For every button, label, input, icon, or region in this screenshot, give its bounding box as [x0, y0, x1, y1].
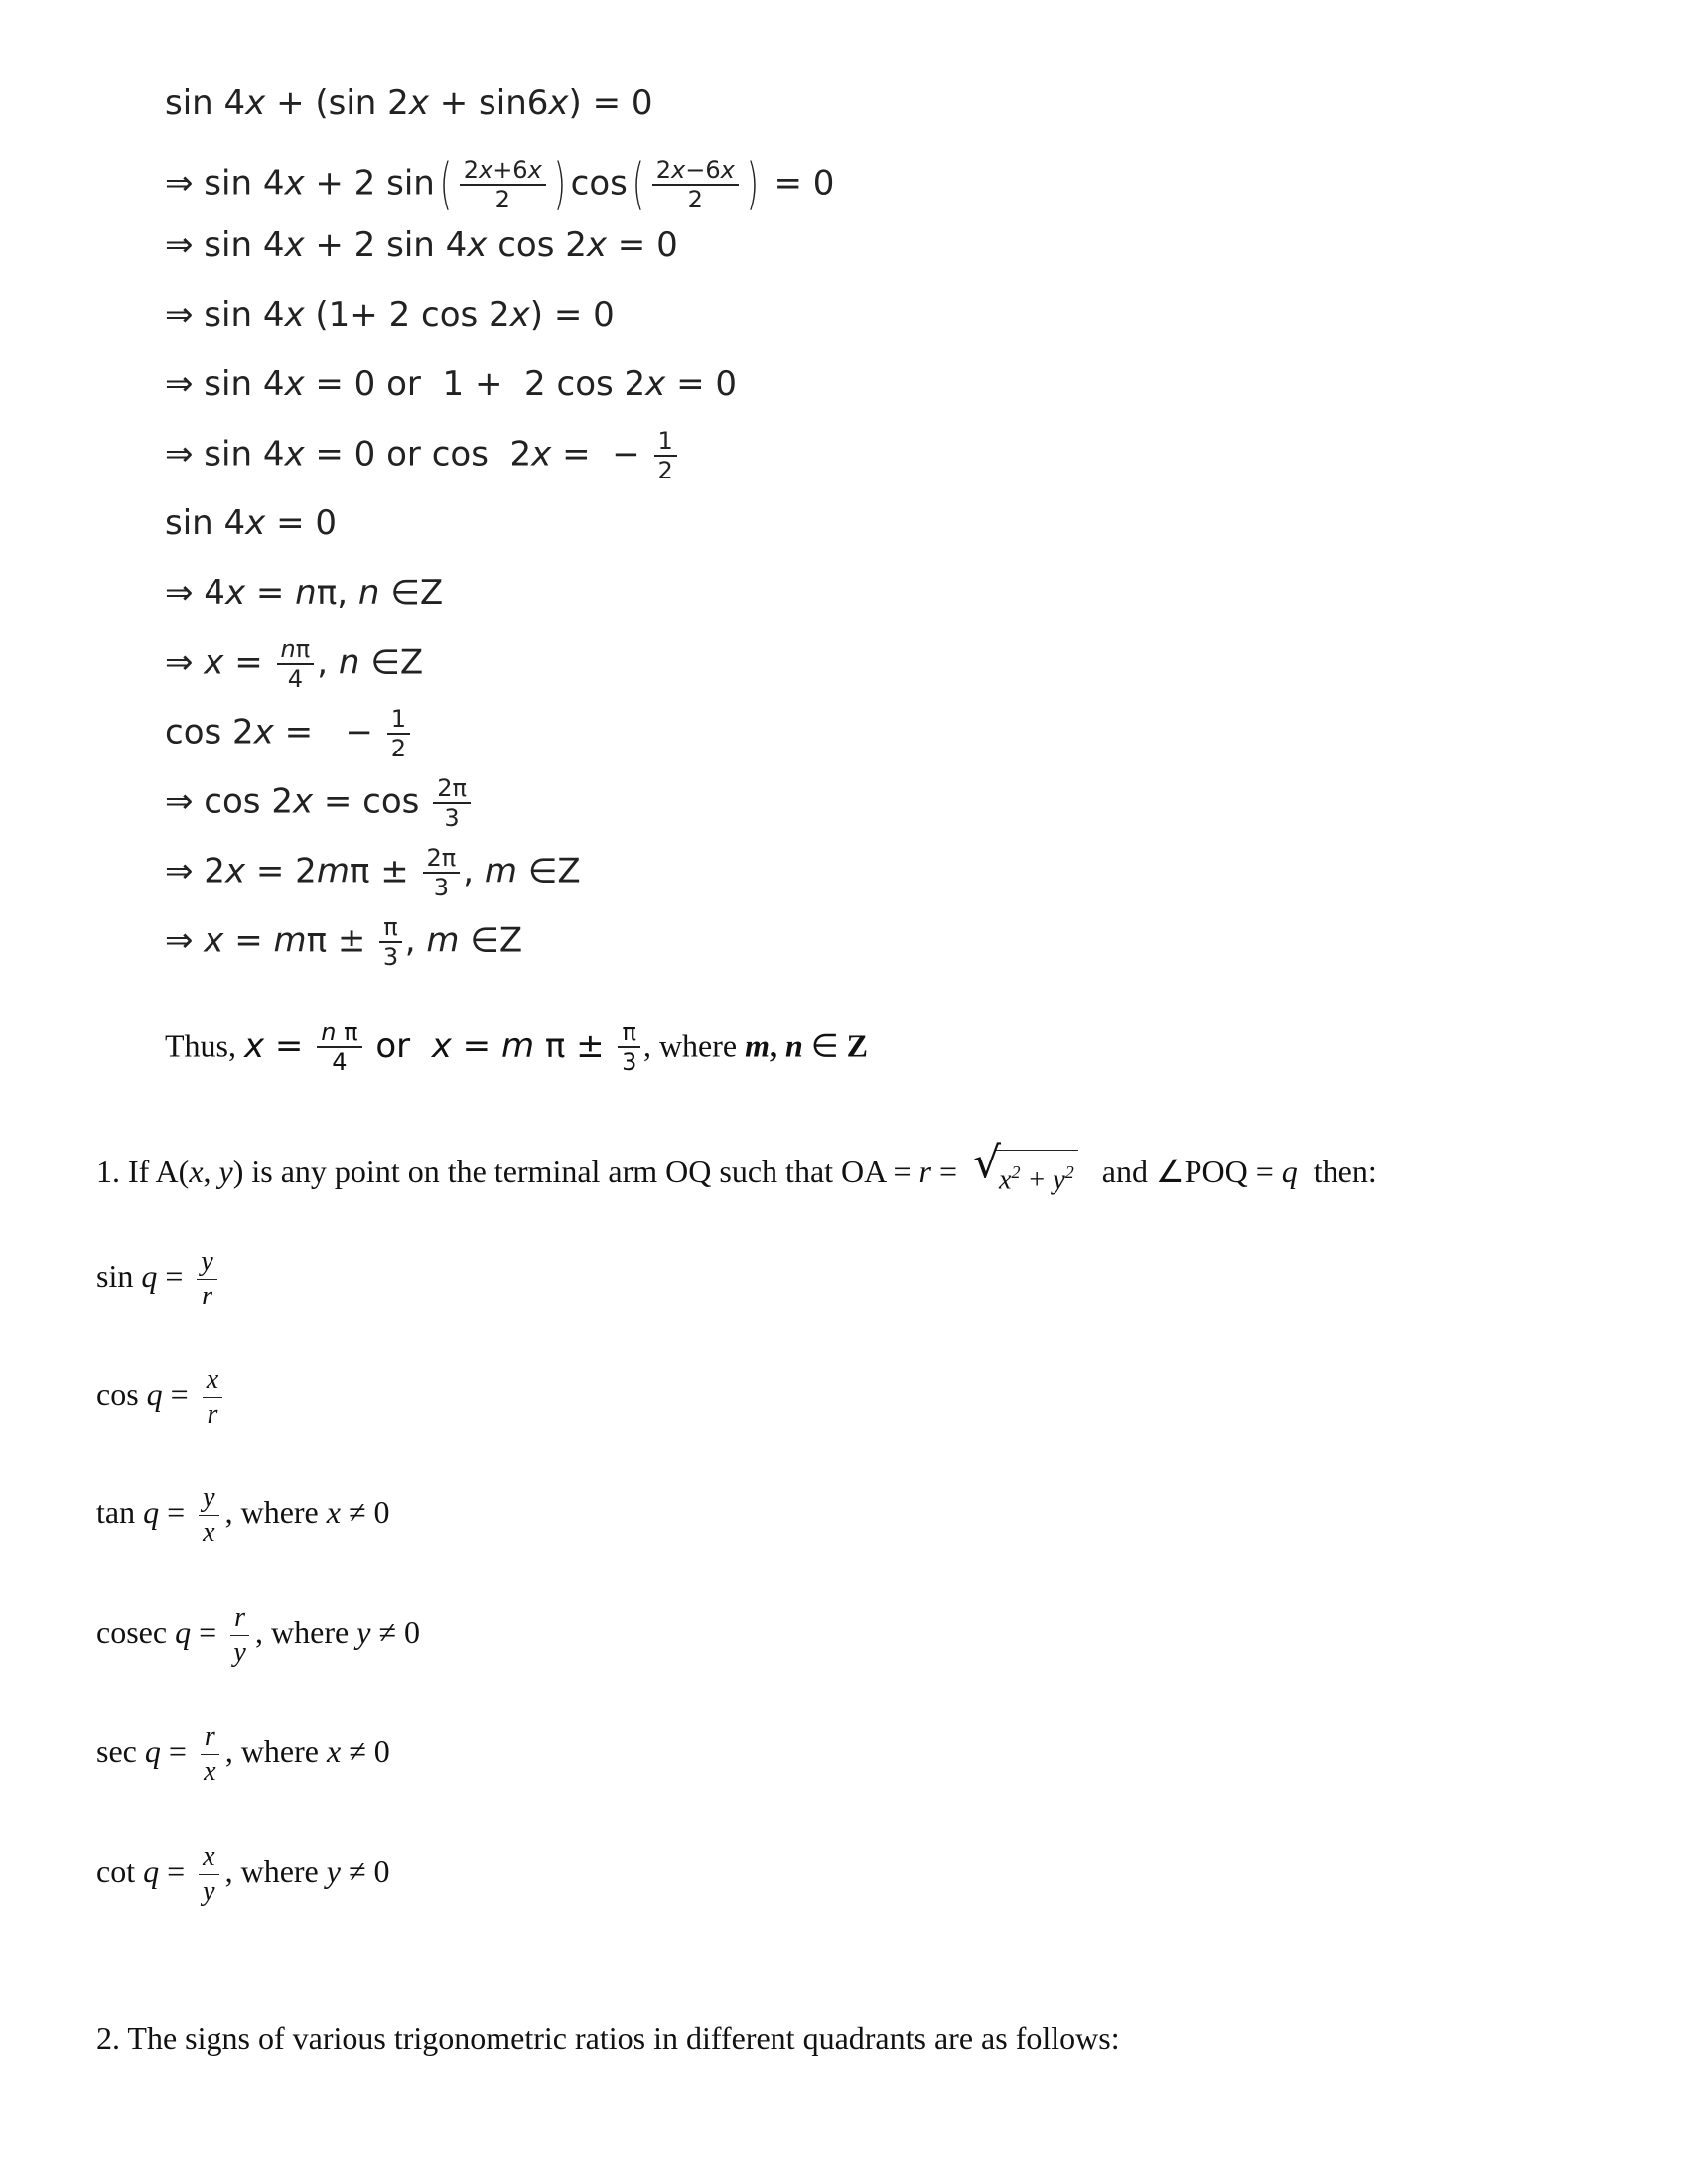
- eq-line-3: ⇒ sin 4x + 2 sin 4x cos 2x = 0: [165, 225, 678, 265]
- eq-line-4: ⇒ sin 4x (1+ 2 cos 2x) = 0: [165, 295, 615, 335]
- eq-line-2: ⇒ sin 4x + 2 sin( $\frac{2x+6x}{2}$ ) cos( $\frac{2x-6x}{2}$ ) = 0: [165, 152, 835, 216]
- ratio-sin: sin q = $\frac{y}{r}$: [96, 1248, 223, 1310]
- eq-line-12: ⇒ 2x = 2mπ ± $\frac{2\pi}{3}$ , m ∈Z: [165, 844, 581, 901]
- conclusion-line: Thus, x = $\frac{\text{n π}}{4}$ or x = m π ± $\frac{\pi}{3}$ , where m, n ∈ Z: [165, 1019, 869, 1076]
- point1-intro: 1. If A(x, y) is any point on the terminal arm OQ such that OA = r = √ $x^2 + y^2$ and ∠POQ = q then:: [96, 1150, 1377, 1200]
- eq-line-7: sin 4x = 0: [165, 503, 338, 543]
- ratio-cosec: cosec q = $\frac{r}{y}$ , where y ≠ 0: [96, 1602, 420, 1668]
- ratio-cos: cos q = $\frac{x}{r}$: [96, 1366, 228, 1429]
- ratio-sec: sec q = $\frac{r}{x}$ , where x ≠ 0: [96, 1721, 390, 1787]
- eq-line-1: sin 4x + (sin 2x + sin6x) = 0: [165, 83, 653, 123]
- eq-line-5: ⇒ sin 4x = 0 or 1 + 2 cos 2x = 0: [165, 364, 738, 404]
- eq-line-8: ⇒ 4x = nπ, n ∈Z: [165, 573, 444, 613]
- eq-line-6: ⇒ sin 4x = 0 or cos 2x = − $\frac{1}{2}$: [165, 429, 680, 482]
- point2-text: 2. The signs of various trigonometric ratios in different quadrants are as follows:: [96, 2020, 1120, 2056]
- eq-line-11: ⇒ cos 2x = cos $\frac{2\pi}{3}$: [165, 776, 474, 830]
- eq-line-10: cos 2x = − $\frac{1}{2}$: [165, 707, 413, 760]
- ratio-tan: tan q = $\frac{y}{x}$ , where x ≠ 0: [96, 1482, 390, 1548]
- ratio-cot: cot q = $\frac{x}{y}$ , where y ≠ 0: [96, 1842, 390, 1907]
- eq-line-9: ⇒ x = $\frac{n\pi}{4}$ , n ∈Z: [165, 635, 424, 693]
- eq-line-13: ⇒ x = mπ ± $\frac{\pi}{3}$ , m ∈Z: [165, 913, 523, 971]
